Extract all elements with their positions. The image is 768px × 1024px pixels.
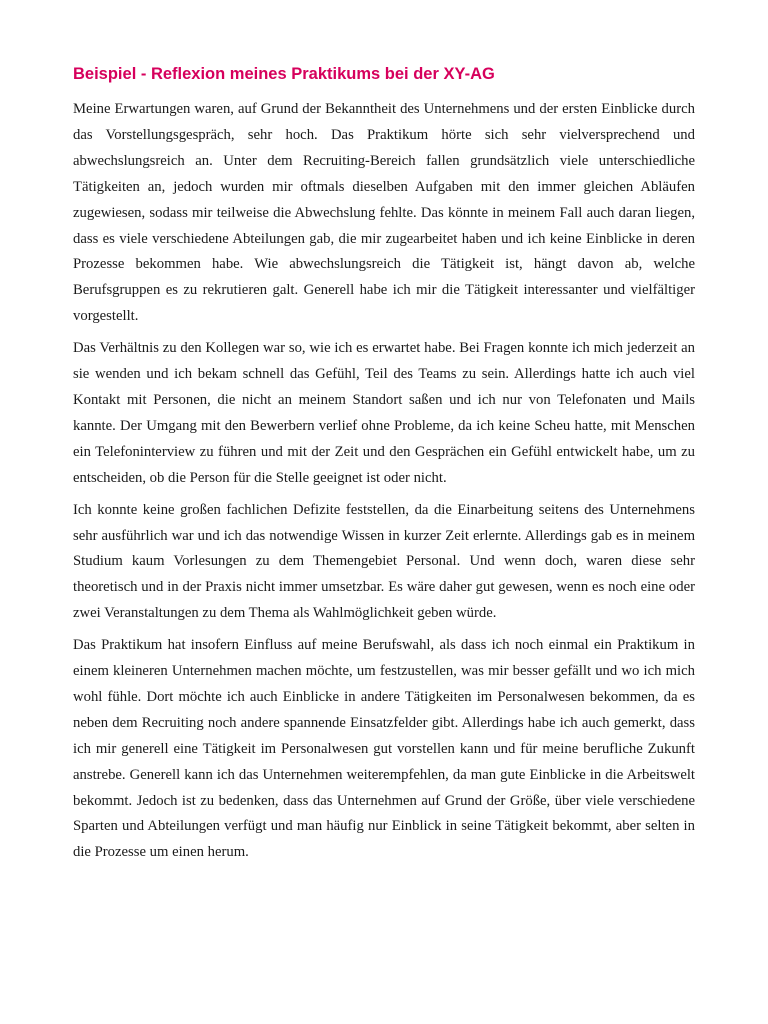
paragraph-expectations: Meine Erwartungen waren, auf Grund der Bekanntheit des Unternehmens und der ersten Einblicke durch das Vorstellungsgespräch, sehr hoch. Das Praktikum hörte sich sehr vielversprechend und abwechslungsreich an. Unter dem Recruiting-Bereich fallen grundsätzlich viele unterschiedliche Tätigkeiten an, jedoch wurden mir oftmals dieselben Aufgaben mit den immer gleichen Abläufen zugewiesen, sodass mir teilweise die Abwechslung fehlte. Das könnte in meinem Fall auch daran liegen, dass es viele verschiedene Abteilungen gab, die mir zugearbeitet haben und ich keine Einblicke in deren Prozesse bekommen habe. Wie abwechslungsreich die Tätigkeit ist, hängt davon ab, welche Berufsgruppen es zu rekrutieren galt. Generell habe ich mir die Tätigkeit interessanter und vielfältiger vorgestellt.: [73, 101, 695, 325]
paragraph-colleagues: Das Verhältnis zu den Kollegen war so, wie ich es erwartet habe. Bei Fragen konnte ich mich jederzeit an sie wenden und ich bekam schnell das Gefühl, Teil des Teams zu sein. Allerdings hatte ich auch viel Kontakt mit Personen, die nicht an meinem Standort saßen und ich nur von Telefonaten und Mails kannte. Der Umgang mit den Bewerbern verlief ohne Probleme, da ich keine Scheu hatte, mit Menschen ein Telefoninterview zu führen und mit der Zeit und den Gesprächen ein Gefühl entwickelt habe, um zu entscheiden, ob die Person für die Stelle geeignet ist oder nicht.: [73, 340, 695, 486]
paragraph-career-choice: Das Praktikum hat insofern Einfluss auf meine Berufswahl, als dass ich noch einmal ein Praktikum in einem kleineren Unternehmen machen möchte, um festzustellen, was mir besser gefällt und wo ich mich wohl fühle. Dort möchte ich auch Einblicke in andere Tätigkeiten im Personalwesen bekommen, da es neben dem Recruiting noch andere spannende Einsatzfelder gibt. Allerdings habe ich auch gemerkt, dass ich mir generell eine Tätigkeit im Personalwesen gut vorstellen kann und für meine berufliche Zukunft anstrebe. Generell kann ich das Unternehmen weiterempfehlen, da man gute Einblicke in die Arbeitswelt bekommt. Jedoch ist zu bedenken, dass das Unternehmen auf Grund der Größe, über viele verschiedene Sparten und Abteilungen verfügt und man häufig nur Einblick in seine Tätigkeit bekommt, aber selten in die Prozesse um einen herum.: [73, 637, 695, 861]
document-title: Beispiel - Reflexion meines Praktikums bei der XY-AG: [73, 65, 495, 83]
paragraph-deficits: Ich konnte keine großen fachlichen Defizite feststellen, da die Einarbeitung seitens des Unternehmens sehr ausführlich war und ich das notwendige Wissen in kurzer Zeit erlernte. Allerdings gab es in meinem Studium kaum Vorlesungen zu dem Themengebiet Personal. Und wenn doch, waren diese sehr theoretisch und in der Praxis nicht immer umsetzbar. Es wäre daher gut gewesen, wenn es noch eine oder zwei Veranstaltungen zu dem Thema als Wahlmöglichkeit geben würde.: [73, 501, 695, 622]
document-page: [73, 62, 695, 872]
